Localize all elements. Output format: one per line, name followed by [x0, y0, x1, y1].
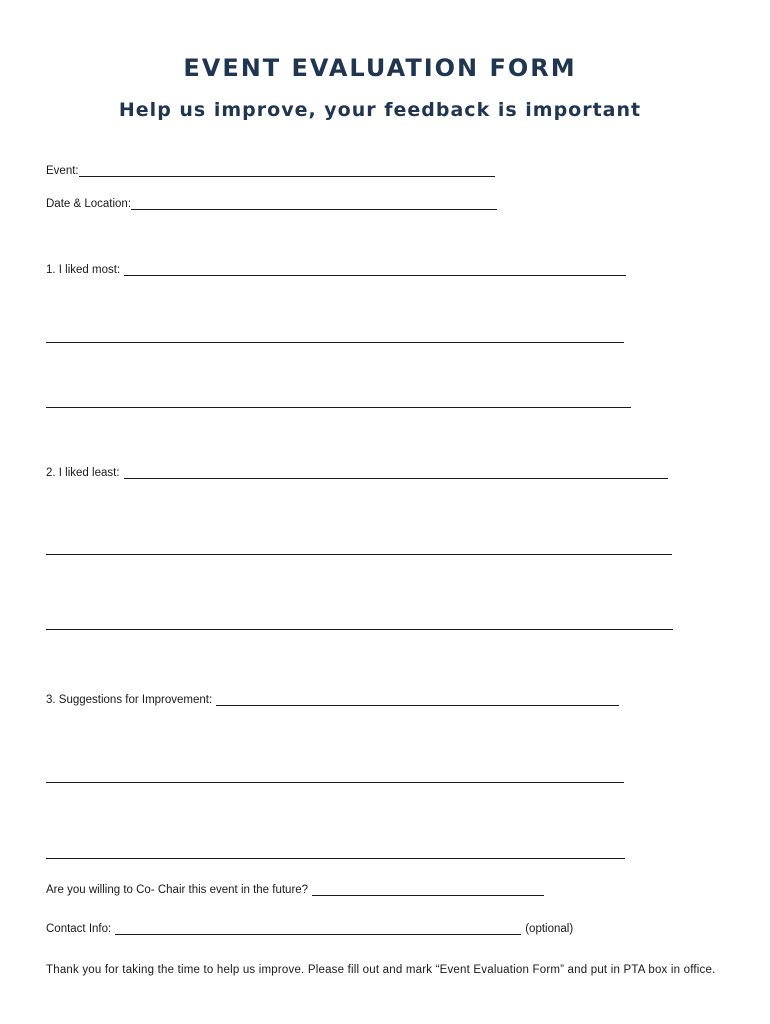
co-chair-field[interactable] — [312, 883, 544, 896]
contact-field[interactable] — [115, 922, 521, 935]
date-location-label: Date & Location: — [46, 198, 132, 210]
liked-most-row — [46, 263, 626, 277]
closing-instructions: Thank you for taking the time to help us improve. Please fill out and mark “Event Evaluation Form” and put in PTA box in office. — [46, 964, 716, 976]
liked-least-field[interactable] — [124, 466, 668, 479]
liked-most-field[interactable] — [124, 263, 626, 276]
event-label: Event: — [46, 165, 79, 177]
liked-least-line-2[interactable] — [46, 554, 672, 555]
liked-least-label: 2. I liked least: — [46, 467, 120, 479]
form-subtitle: Help us improve, your feedback is important — [118, 99, 642, 121]
co-chair-row — [46, 883, 544, 897]
contact-row — [46, 922, 573, 936]
co-chair-label: Are you willing to Co- Chair this event in the future? — [46, 884, 309, 896]
suggestions-line-2[interactable] — [46, 782, 624, 783]
suggestions-line-3[interactable] — [46, 858, 625, 859]
contact-optional-note: (optional) — [525, 923, 574, 935]
suggestions-row — [46, 693, 619, 707]
liked-least-row — [46, 466, 668, 480]
liked-least-line-3[interactable] — [46, 629, 673, 630]
liked-most-label: 1. I liked most: — [46, 264, 121, 276]
date-location-row — [46, 197, 497, 211]
event-row — [46, 164, 495, 178]
liked-most-line-2[interactable] — [46, 342, 624, 343]
form-title: EVENT EVALUATION FORM — [183, 54, 577, 82]
date-location-field[interactable] — [131, 197, 497, 210]
contact-label: Contact Info: — [46, 923, 112, 935]
suggestions-field[interactable] — [216, 693, 619, 706]
liked-most-line-3[interactable] — [46, 407, 631, 408]
event-field[interactable] — [79, 164, 495, 177]
suggestions-label: 3. Suggestions for Improvement: — [46, 694, 213, 706]
